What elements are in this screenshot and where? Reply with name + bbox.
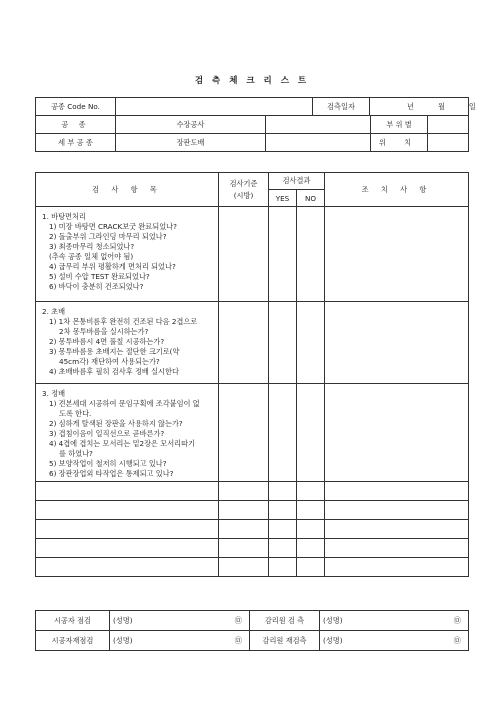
section-2-no[interactable]: [297, 302, 325, 384]
list-item: 45cm각) 재단하여 사용되는가?: [59, 357, 160, 366]
contractor-recheck-label: 시공자재점검: [36, 631, 110, 651]
list-item: 4) 초배바름후 필히 검사후 정배 실시한다: [49, 367, 179, 376]
part-label: 부 위 별: [371, 116, 428, 133]
list-item: 1) 견본세대 시공하여 문임구획에 조각붙임이 없: [49, 399, 200, 408]
empty-action-cell[interactable]: [325, 539, 469, 558]
empty-item-cell[interactable]: [36, 520, 219, 539]
list-item: 3) 몽투바름용 초배지는 절단한 크기로(약: [49, 347, 180, 356]
work-type-label: 공 종: [36, 116, 116, 134]
empty-yes-cell[interactable]: [269, 539, 297, 558]
list-item: 4) 4겹에 겹치는 모서리는 밑2장은 모서리따기: [49, 439, 195, 448]
list-item: 3) 겹침이음이 일직선으로 곧바른가?: [49, 429, 165, 438]
inspection-date-label: 검측일자: [313, 98, 370, 115]
empty-standard-cell[interactable]: [219, 558, 269, 577]
list-item: 3) 최종마무리 청소되었나?: [49, 242, 135, 251]
table-row: [36, 539, 469, 558]
list-item: 2) 몽투바름시 4면 풀칠 시공하는가?: [49, 337, 165, 346]
supervisor-inspection-signature[interactable]: [320, 611, 469, 631]
empty-standard-cell[interactable]: [219, 501, 269, 520]
year-label: 년: [407, 101, 414, 111]
signature-table: [35, 610, 469, 651]
list-item: 2) 돌출부위 그라인딩 마무리 되었나?: [49, 232, 167, 241]
section-3-no[interactable]: [297, 384, 325, 482]
section-1-heading: 1. 바탕면처리: [42, 212, 86, 221]
empty-item-cell[interactable]: [36, 482, 219, 501]
list-item: 도록 한다.: [59, 409, 92, 418]
col-no-header: NO: [297, 190, 325, 207]
empty-standard-cell[interactable]: [219, 520, 269, 539]
empty-no-cell[interactable]: [297, 558, 325, 577]
section-1-no[interactable]: [297, 207, 325, 302]
col-items-header: 검 사 항 목: [36, 173, 219, 207]
list-item: (추속 공종 일체 없어야 됨): [49, 252, 134, 261]
seal-icon: ㉤: [453, 615, 461, 625]
name-label: (성명): [323, 635, 343, 645]
empty-action-cell[interactable]: [325, 482, 469, 501]
day-label: 일: [468, 101, 476, 111]
contractor-recheck-signature[interactable]: [110, 631, 250, 651]
table-row: [36, 558, 469, 577]
list-item: 5) 보양작업이 철저히 시행되고 있나?: [49, 459, 167, 468]
name-label: (성명): [113, 635, 133, 645]
empty-yes-cell[interactable]: [269, 558, 297, 577]
section-3-standard[interactable]: [219, 384, 269, 482]
supervisor-reinspection-label: 감리원 재검측: [250, 631, 320, 651]
section-3-yes[interactable]: [269, 384, 297, 482]
empty-yes-cell[interactable]: [269, 520, 297, 539]
name-label: (성명): [113, 615, 133, 625]
seal-icon: ㉤: [453, 635, 461, 645]
empty-item-cell[interactable]: [36, 558, 219, 577]
empty-standard-cell[interactable]: [219, 482, 269, 501]
detail-value[interactable]: 장판도배: [116, 134, 266, 152]
section-2-action[interactable]: [325, 302, 469, 384]
list-item: 5) 설비 수압 TEST 완료되었나?: [49, 272, 150, 281]
col-standard-line1: 검사기준: [229, 178, 258, 188]
section-2-standard[interactable]: [219, 302, 269, 384]
empty-standard-cell[interactable]: [219, 539, 269, 558]
seal-icon: ㉤: [234, 635, 242, 645]
empty-item-cell[interactable]: [36, 501, 219, 520]
empty-no-cell[interactable]: [297, 501, 325, 520]
col-yes-header: YES: [269, 190, 297, 207]
empty-no-cell[interactable]: [297, 539, 325, 558]
header-table: [35, 97, 476, 152]
col-standard-header: [219, 173, 269, 207]
section-1-standard[interactable]: [219, 207, 269, 302]
section-2-heading: 2. 초배: [42, 307, 66, 316]
supervisor-inspection-label: 감리원 검 측: [250, 611, 320, 631]
col-action-header: 조 치 사 항: [325, 173, 469, 207]
list-item: 2) 심하게 탈색된 장판을 사용하지 않는가?: [49, 419, 183, 428]
empty-yes-cell[interactable]: [269, 482, 297, 501]
month-label: 월: [437, 101, 445, 111]
part-value[interactable]: [428, 116, 469, 133]
section-1-yes[interactable]: [269, 207, 297, 302]
list-item: 를 하였나?: [59, 449, 93, 458]
col-result-header: 검사결과: [269, 173, 325, 190]
list-item: 6) 바닥이 충분히 건조되었나?: [49, 282, 144, 291]
list-item: 1) 1차 몬통비름후 완전히 건조된 다음 2겹으로: [49, 317, 198, 326]
empty-action-cell[interactable]: [325, 501, 469, 520]
work-type-value[interactable]: 수장공사: [116, 116, 266, 134]
table-row: [36, 482, 469, 501]
contractor-check-signature[interactable]: [110, 611, 250, 631]
checklist-table: [35, 172, 469, 577]
empty-action-cell[interactable]: [325, 520, 469, 539]
list-item: 4) 굽무리 부위 평활하게 면처리 되었나?: [49, 262, 176, 271]
inspection-date-value[interactable]: [370, 98, 476, 115]
empty-item-cell[interactable]: [36, 539, 219, 558]
table-row: [36, 520, 469, 539]
section-2-yes[interactable]: [269, 302, 297, 384]
section-1: [36, 207, 219, 302]
section-3: [36, 384, 219, 482]
detail-label: 세 부 공 종: [36, 134, 116, 152]
location-label: 위 치: [371, 134, 428, 151]
empty-yes-cell[interactable]: [269, 501, 297, 520]
col-standard-line2: (시방): [233, 190, 254, 200]
page-title: 검 측 체 크 리 스 트: [194, 76, 310, 86]
list-item: 6) 장판장업외 타작업은 통제되고 있나?: [49, 469, 174, 478]
contractor-check-label: 시공자 점검: [36, 611, 110, 631]
name-label: (성명): [323, 615, 343, 625]
table-row: [36, 501, 469, 520]
seal-icon: ㉤: [234, 615, 242, 625]
empty-no-cell[interactable]: [297, 482, 325, 501]
section-2: [36, 302, 219, 384]
work-code-label: 공종 Code No.: [36, 98, 116, 116]
empty-no-cell[interactable]: [297, 520, 325, 539]
section-1-action[interactable]: [325, 207, 469, 302]
list-item: 1) 미장 바탕면 CRACK보굿 완료되었나?: [49, 222, 177, 231]
list-item: 2차 몽투바름을 실시하는가?: [59, 327, 149, 336]
supervisor-reinspection-signature[interactable]: [320, 631, 469, 651]
location-value[interactable]: [428, 134, 469, 151]
empty-action-cell[interactable]: [325, 558, 469, 577]
section-3-action[interactable]: [325, 384, 469, 482]
section-3-heading: 3. 정배: [42, 389, 66, 398]
work-code-value[interactable]: [116, 98, 313, 116]
